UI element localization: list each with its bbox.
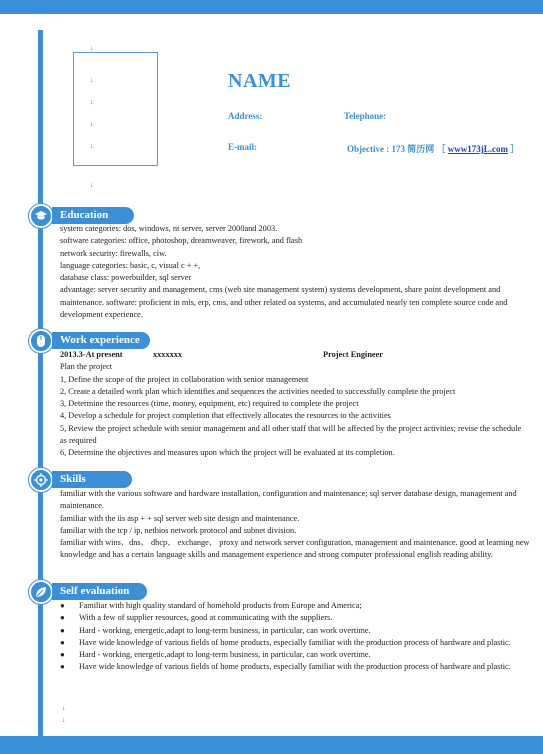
education-line: software categories: office, photoshop, dreamweaver, firework, and flash: [60, 236, 303, 246]
work-line: 5, Review the project schedule with senior management and all other staff that will be affected by the project activities; revise the schedule as required: [60, 423, 522, 446]
skills-line: familiar with the tcp / ip, netbios network protocol and subnet division.: [60, 525, 297, 535]
work-company: xxxxxxx: [153, 350, 183, 359]
email-label: E-mail:: [228, 142, 257, 152]
education-icon: [29, 204, 53, 228]
work-line: 4, Develop a schedule for project completion that effectively allocates the resources to the activities: [60, 411, 391, 421]
work-content: [60, 349, 530, 460]
paragraph-mark: ↓: [90, 142, 94, 150]
section-title-education: Education: [52, 207, 134, 224]
list-item: ● Hard - working, energetic,adapt to long-term business, in particular, can work overtime.: [60, 625, 520, 637]
work-position: Project Engineer: [323, 350, 383, 359]
skills-line: familiar with wins、dns、 dhcp、 exchange、 proxy and network server configuration, management and maintenance. good at learning new knowledge and has a certain language skills and management experience and strong computer professional english reading ability.: [60, 538, 530, 560]
list-item: ● Have wide knowledge of various fields of home products, especially familiar with the production process of hardware and plastic.: [60, 661, 520, 673]
list-item: ● Have wide knowledge of various fields of home products, especially familiar with the production process of hardware and plastic.: [60, 637, 520, 649]
section-title-self-evaluation: Self evaluation: [52, 583, 147, 600]
bottom-bar: [0, 736, 543, 754]
section-title-skills: Skills: [52, 471, 132, 488]
paragraph-mark: ↓: [90, 120, 94, 128]
work-header-row: [60, 349, 530, 361]
education-line: network security: firewalls, ciw.: [60, 248, 167, 258]
timeline-line: [38, 30, 43, 736]
paragraph-mark: ↓: [62, 716, 66, 724]
bracket-close: ］: [510, 144, 520, 154]
paragraph-mark: ↓: [90, 98, 94, 106]
paragraph-mark: ↓: [90, 181, 94, 189]
education-line: system categories: dos, windows, nt server, server 2000and 2003.: [60, 224, 278, 233]
top-bar: [0, 0, 543, 14]
list-item: ● Hard - working, energetic,adapt to long-term business, in particular, can work overtime.: [60, 649, 520, 661]
work-line: Plan the project: [60, 362, 113, 372]
section-title-work: Work experience: [52, 332, 150, 349]
photo-placeholder: [73, 52, 158, 166]
paragraph-mark: ↓: [62, 704, 66, 712]
work-icon: [29, 329, 53, 353]
objective-label: Objective : 173 简历网: [347, 144, 435, 154]
skills-content: [60, 488, 530, 562]
skills-line: familiar with the iis asp + + sql server web site design and maintenance.: [60, 513, 300, 523]
skills-line: familiar with the various software and hardware installation, configuration and maintenance; sql server database design, management and maintenance.: [60, 489, 517, 511]
list-item: ● Familiar with high quality standard of homehold products from Europe and America;: [60, 600, 520, 612]
work-line: 3, Determine the resources (time, money, equipment, etc) required to complete the project: [60, 399, 359, 409]
paragraph-mark: ↓: [90, 44, 94, 52]
work-line: 2, Create a detailed work plan which identifies and sequences the activities needed to successfully complete the project: [60, 386, 456, 396]
candidate-name: NAME: [228, 70, 292, 92]
telephone-label: Telephone:: [344, 111, 387, 121]
work-line: 1, Define the scope of the project in collaboration with senior management: [60, 374, 309, 384]
education-line: database class: powerbuilder, sql server: [60, 273, 192, 283]
paragraph-mark: ↓: [90, 76, 94, 84]
skills-icon: [29, 468, 53, 492]
education-line: advantage: server security and management, cms (web site management system) systems development, share point development and maintenance. software: proficient in mis, erp, cms, and other related oa systems, and accumulated nearly ten complete source code and development experience.: [60, 285, 508, 320]
bracket-open: ［: [436, 144, 446, 154]
work-line: 6, Determine the objectives and measures upon which the project will be evaluated at its completion.: [60, 448, 395, 458]
work-period: 2013.3-At present: [60, 350, 123, 359]
objective-line: [347, 142, 519, 155]
self-evaluation-list: [60, 600, 520, 674]
education-content: [60, 223, 530, 321]
objective-link[interactable]: www173jL.com: [447, 144, 508, 154]
self-evaluation-icon: [29, 580, 53, 604]
list-item: ● With a few of supplier resources, good at communicating with the suppliers.: [60, 612, 520, 624]
address-label: Address:: [228, 111, 263, 121]
education-line: language categories: basic, c, visual c + +,: [60, 260, 201, 270]
